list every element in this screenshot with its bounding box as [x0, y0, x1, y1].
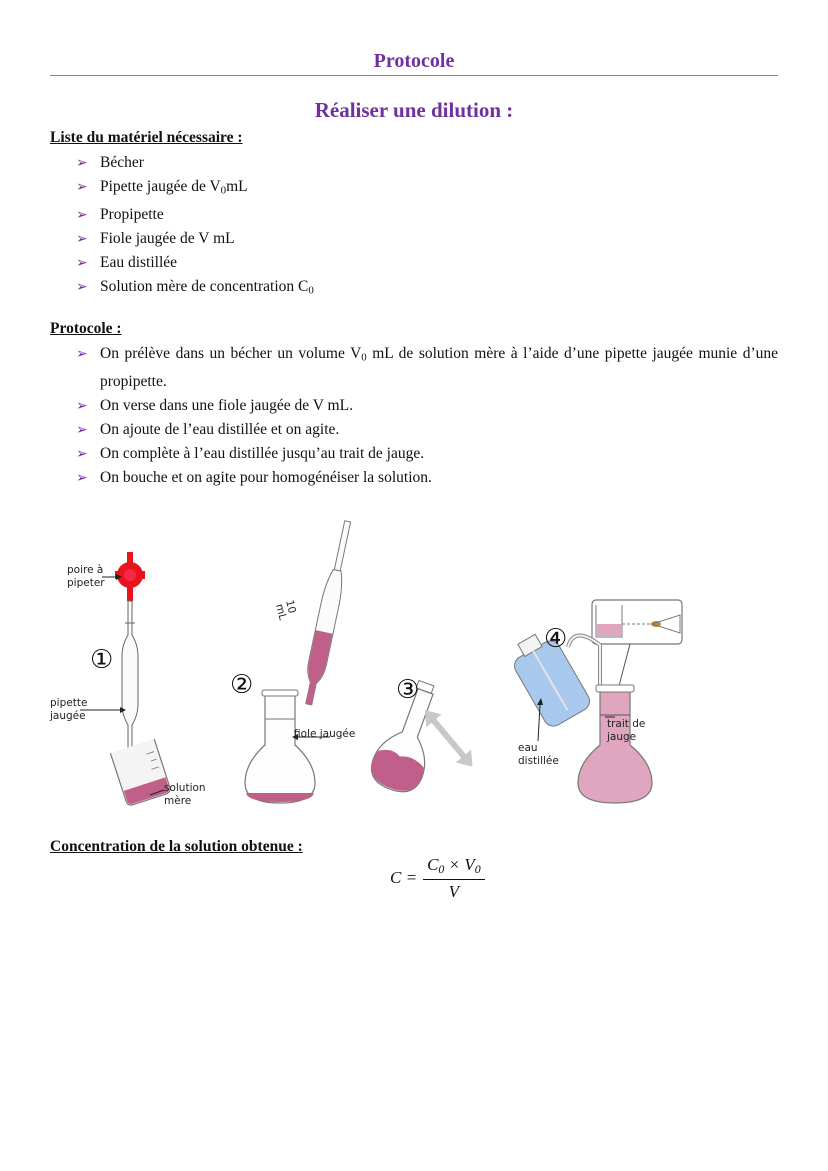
- formula-fraction: [423, 855, 485, 902]
- water-label-line2: distillée: [518, 755, 559, 767]
- formula-numerator: [423, 855, 485, 880]
- material-item-text: Eau distillée: [100, 253, 178, 271]
- pipette-label-line2: jaugée: [50, 710, 86, 722]
- step-number-3: ③: [396, 675, 420, 705]
- material-item-text: Fiole jaugée de V mL: [100, 229, 235, 247]
- step-number-1: ①: [90, 645, 114, 675]
- formula-denominator: V: [448, 881, 460, 901]
- step3-swirl-group: [366, 675, 481, 798]
- step4-fill-group: [505, 600, 682, 803]
- title-underline: [50, 75, 778, 76]
- material-item-text: Bécher: [100, 154, 144, 171]
- bullet-arrow-icon: ➢: [76, 278, 88, 295]
- concentration-heading: Concentration de la solution obtenue :: [50, 838, 303, 855]
- protocol-step-text: On prélève dans un bécher un volume V: [100, 345, 362, 362]
- dilution-illustration: [40, 505, 690, 815]
- materials-heading: Liste du matériel nécessaire :: [50, 129, 243, 146]
- material-item: [76, 175, 676, 203]
- material-item-subscript: 0: [308, 284, 314, 297]
- bullet-arrow-icon: ➢: [76, 155, 88, 171]
- bullet-arrow-icon: ➢: [76, 206, 88, 223]
- bullet-arrow-icon: ➢: [76, 445, 88, 462]
- protocol-step: [76, 342, 778, 394]
- numerator-c: C: [427, 855, 439, 874]
- bulb-label-line2: pipeter: [67, 577, 105, 589]
- mark-label-line2: jauge: [607, 731, 637, 743]
- bullet-arrow-icon: ➢: [76, 179, 88, 195]
- graduation-label-line2: mL: [273, 602, 289, 622]
- page-title: Protocole: [373, 50, 455, 72]
- protocol-steps-list: [76, 342, 778, 490]
- protocol-step: [76, 418, 778, 442]
- bullet-arrow-icon: ➢: [76, 346, 88, 362]
- numerator-times-v: × V: [444, 855, 475, 874]
- material-item: [76, 203, 676, 227]
- protocol-step-subscript: 0: [361, 351, 367, 364]
- material-item-text: Pipette jaugée de V: [100, 178, 221, 195]
- bullet-arrow-icon: ➢: [76, 421, 88, 438]
- flask-solution-step4: [578, 691, 652, 803]
- mark-label-line1: trait de: [607, 718, 646, 730]
- solution-label-line2: mère: [164, 795, 192, 807]
- numerator-v-sub: 0: [474, 861, 481, 876]
- material-item-text: Solution mère de concentration C: [100, 277, 309, 295]
- material-item: [76, 151, 676, 175]
- solution-label-line1: solution: [164, 782, 206, 794]
- material-item: [76, 251, 676, 275]
- step1-pipette-group: [80, 552, 171, 806]
- step2-flask-group: [245, 520, 356, 803]
- pipette-label-line1: pipette: [50, 697, 88, 709]
- water-label-line1: eau: [518, 742, 538, 754]
- protocol-heading: Protocole :: [50, 320, 122, 337]
- graduation-label-line1: 10: [283, 598, 298, 615]
- protocol-step-text: On bouche et on agite pour homogénéiser la solution.: [100, 468, 432, 486]
- material-item: [76, 275, 676, 303]
- bulb-label-line1: poire à: [67, 564, 104, 576]
- bullet-arrow-icon: ➢: [76, 469, 88, 486]
- protocol-step-text-after: mL de solution mère à l’aide d’une pipette jaugée munie d’une propipette.: [100, 345, 778, 390]
- section-title: Réaliser une dilution :: [314, 98, 514, 122]
- bullet-arrow-icon: ➢: [76, 397, 88, 414]
- flask-solution-step2: [246, 793, 314, 802]
- protocol-step: [76, 442, 778, 466]
- flask-label: fiole jaugée: [294, 728, 356, 740]
- bullet-arrow-icon: ➢: [76, 230, 88, 247]
- protocol-step-text: On complète à l’eau distillée jusqu’au trait de jauge.: [100, 444, 425, 462]
- step-number-4: ④: [544, 624, 568, 654]
- material-item-text-after: mL: [226, 178, 248, 195]
- step-number-2: ②: [230, 670, 254, 700]
- material-item: [76, 227, 676, 251]
- concentration-formula: [390, 855, 485, 902]
- material-item-text: Propipette: [100, 205, 164, 223]
- protocol-step: [76, 394, 778, 418]
- protocol-step-text: On ajoute de l’eau distillée et on agite.: [100, 420, 340, 438]
- formula-lhs: C =: [390, 868, 418, 888]
- materials-list: [76, 151, 676, 302]
- protocol-step-text: On verse dans une fiole jaugée de V mL.: [100, 396, 353, 414]
- pipette-solution: [300, 630, 332, 706]
- numerator-c-sub: 0: [438, 861, 445, 876]
- protocol-step: [76, 466, 778, 490]
- material-item-subscript: 0: [220, 184, 227, 197]
- bullet-arrow-icon: ➢: [76, 254, 88, 271]
